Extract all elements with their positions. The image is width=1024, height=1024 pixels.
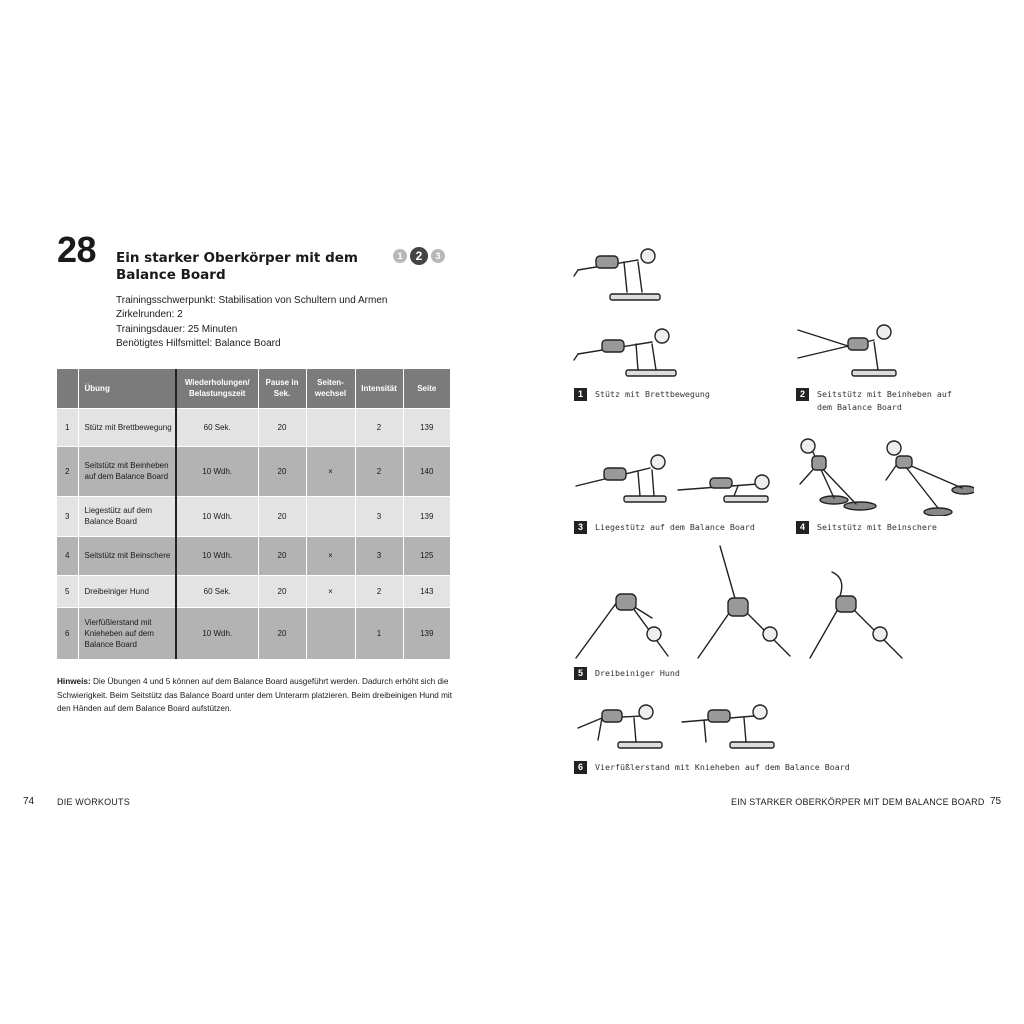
exercise-illustration-4: [794, 436, 974, 516]
row-page: 139: [403, 607, 450, 659]
row-reps: 10 Wdh.: [176, 446, 258, 496]
row-intensity: 2: [355, 575, 403, 607]
row-side-change: [306, 408, 355, 446]
table-header-row: [57, 369, 450, 408]
row-exercise: Vierfüßlerstand mit Knieheben auf dem Balance Board: [78, 607, 176, 659]
caption-text: Seitstütz mit Beinschere: [817, 522, 937, 532]
row-exercise: Dreibeiniger Hund: [78, 575, 176, 607]
right-page: [512, 0, 1024, 1024]
row-page: 143: [403, 575, 450, 607]
push-up-figure-icon: [572, 450, 777, 510]
caption-number: 1: [574, 388, 587, 401]
exercise-illustration-3: [572, 450, 777, 510]
level-badge-2-active: 2: [410, 247, 428, 265]
row-reps: 10 Wdh.: [176, 536, 258, 575]
row-pause: 20: [258, 607, 306, 659]
row-reps: 10 Wdh.: [176, 496, 258, 536]
caption-number: 3: [574, 521, 587, 534]
caption-number: 4: [796, 521, 809, 534]
meta-rounds: Zirkelrunden: 2: [116, 309, 183, 321]
level-badge-3: 3: [431, 249, 445, 263]
plank-figure-icon: [572, 238, 682, 383]
row-exercise: Stütz mit Brettbewegung: [78, 408, 176, 446]
row-intensity: 3: [355, 536, 403, 575]
header-intensity: Intensität: [355, 369, 403, 408]
caption-6: [574, 761, 855, 774]
row-number: 6: [57, 607, 78, 659]
caption-4: [796, 521, 957, 534]
difficulty-levels: [393, 247, 445, 265]
exercise-illustration-2: [794, 320, 909, 385]
row-exercise: Seitstütz mit Beinschere: [78, 536, 176, 575]
row-side-change: ×: [306, 536, 355, 575]
row-side-change: [306, 607, 355, 659]
row-exercise: Seitstütz mit Beinheben auf dem Balance Board: [78, 446, 176, 496]
row-exercise: Liegestütz auf dem Balance Board: [78, 496, 176, 536]
row-intensity: 2: [355, 408, 403, 446]
caption-number: 6: [574, 761, 587, 774]
row-side-change: ×: [306, 446, 355, 496]
row-number: 1: [57, 408, 78, 446]
level-badge-1: 1: [393, 249, 407, 263]
caption-2: [796, 388, 957, 414]
header-reps: Wiederholungen/ Belastungszeit: [176, 369, 258, 408]
caption-text: Seitstütz mit Beinheben auf dem Balance Board: [817, 389, 952, 412]
row-pause: 20: [258, 408, 306, 446]
workout-meta: [116, 294, 387, 351]
header-number: [57, 369, 78, 408]
header-pause: Pause in Sek.: [258, 369, 306, 408]
header-page: Seite: [403, 369, 450, 408]
row-intensity: 1: [355, 607, 403, 659]
row-number: 5: [57, 575, 78, 607]
caption-5: [574, 667, 735, 680]
row-page: 139: [403, 408, 450, 446]
side-plank-figure-icon: [794, 320, 909, 385]
side-plank-scissors-figure-icon: [794, 436, 974, 516]
row-page: 125: [403, 536, 450, 575]
section-label: DIE WORKOUTS: [57, 797, 130, 807]
caption-text: Stütz mit Brettbewegung: [595, 389, 710, 399]
row-pause: 20: [258, 536, 306, 575]
exercise-illustration-6: [572, 698, 787, 756]
row-intensity: 3: [355, 496, 403, 536]
header-side-change: Seiten- wechsel: [306, 369, 355, 408]
row-intensity: 2: [355, 446, 403, 496]
running-title: EIN STARKER OBERKÖRPER MIT DEM BALANCE BOARD: [731, 797, 985, 807]
row-number: 2: [57, 446, 78, 496]
row-side-change: ×: [306, 575, 355, 607]
table-row: [57, 575, 450, 607]
table-row: [57, 408, 450, 446]
row-page: 139: [403, 496, 450, 536]
row-reps: 60 Sek.: [176, 408, 258, 446]
row-pause: 20: [258, 446, 306, 496]
row-pause: 20: [258, 496, 306, 536]
caption-text: Vierfüßlerstand mit Knieheben auf dem Balance Board: [595, 762, 850, 772]
row-page: 140: [403, 446, 450, 496]
caption-number: 2: [796, 388, 809, 401]
caption-1: [574, 388, 735, 401]
three-legged-dog-figure-icon: [572, 542, 917, 664]
caption-text: Liegestütz auf dem Balance Board: [595, 522, 755, 532]
row-side-change: [306, 496, 355, 536]
row-reps: 10 Wdh.: [176, 607, 258, 659]
caption-number: 5: [574, 667, 587, 680]
page-number-right: 75: [990, 796, 1002, 807]
workout-number: 28: [57, 229, 97, 270]
exercise-illustration-1: [572, 238, 682, 383]
caption-text: Dreibeiniger Hund: [595, 668, 680, 678]
hint-label: Hinweis:: [57, 677, 91, 686]
page-number-left: 74: [23, 796, 35, 807]
header-exercise: Übung: [78, 369, 176, 408]
meta-equipment: Benötigtes Hilfsmittel: Balance Board: [116, 337, 281, 349]
row-number: 3: [57, 496, 78, 536]
caption-3: [574, 521, 775, 534]
row-reps: 60 Sek.: [176, 575, 258, 607]
hint-text: Die Übungen 4 und 5 können auf dem Balance Board ausgeführt werden. Dadurch erhöht sich die Schwierigkeit. Beim Seitstütz das Balance Board unter dem Unterarm platzieren. Beim dreibeinigen Hund mit den Händen auf dem Balance Board aufstützen.: [57, 677, 453, 713]
row-pause: 20: [258, 575, 306, 607]
quadruped-knee-raise-figure-icon: [572, 698, 787, 756]
meta-focus: Trainingsschwerpunkt: Stabilisation von Schultern und Armen: [116, 295, 388, 306]
hint-note: [57, 675, 452, 716]
table-row: [57, 446, 450, 496]
table-row: [57, 607, 450, 659]
exercise-illustration-5: [572, 542, 917, 664]
row-number: 4: [57, 536, 78, 575]
workout-table: [57, 369, 450, 659]
table-row: [57, 536, 450, 575]
meta-duration: Trainingsdauer: 25 Minuten: [116, 323, 238, 335]
workout-title: Ein starker Oberkörper mit dem Balance Board: [116, 250, 358, 283]
table-row: [57, 496, 450, 536]
